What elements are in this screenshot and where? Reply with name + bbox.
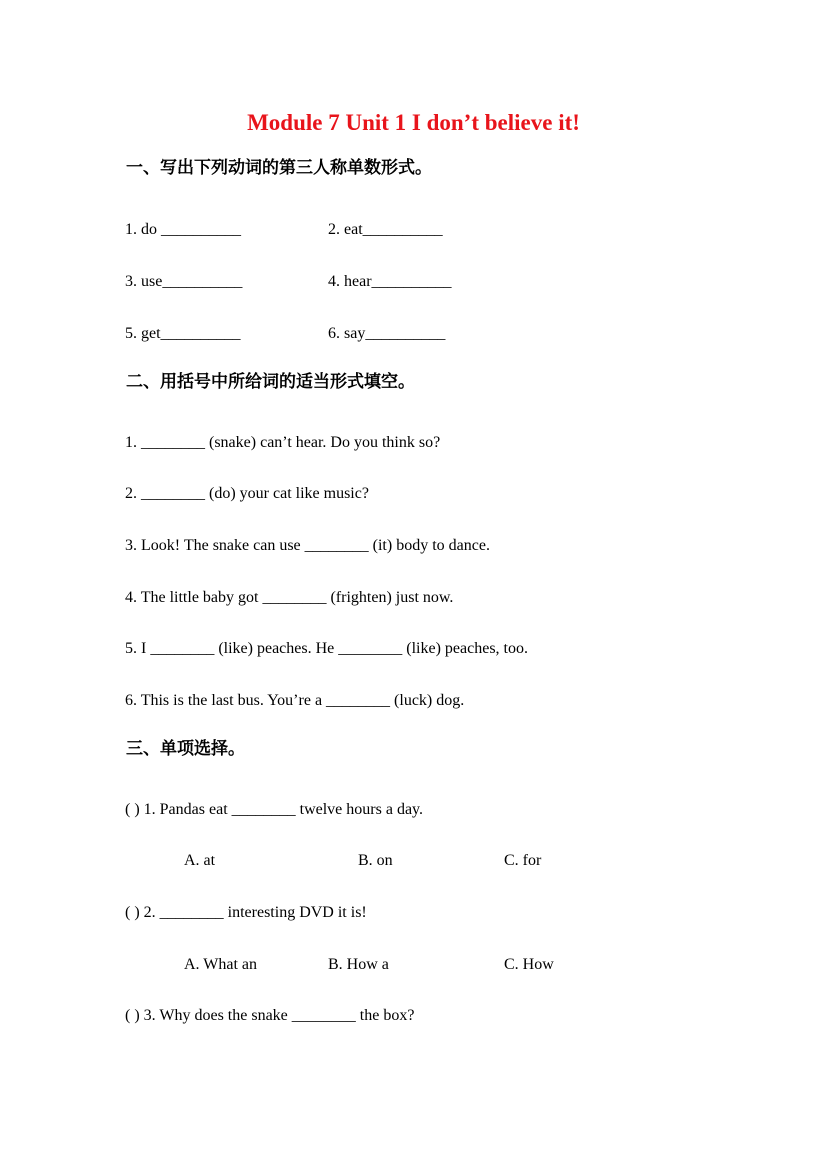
section-1-item-2: 2. eat__________ [328, 221, 443, 238]
question-3-stem: ( ) 3. Why does the snake ________ the box? [125, 1007, 415, 1024]
section-2-item-3: 3. Look! The snake can use ________ (it) body to dance. [125, 537, 490, 554]
section-2-item-2: 2. ________ (do) your cat like music? [125, 485, 369, 502]
question-1-option-b: B. on [358, 852, 393, 869]
question-1-stem: ( ) 1. Pandas eat ________ twelve hours a day. [125, 801, 423, 818]
section-2-heading: 二、用括号中所给词的适当形式填空。 [126, 372, 415, 392]
question-2-option-c: C. How [504, 956, 554, 973]
section-2-item-1: 1. ________ (snake) can’t hear. Do you think so? [125, 434, 441, 451]
section-1-item-6: 6. say__________ [328, 325, 446, 342]
question-1-option-a: A. at [184, 852, 216, 869]
section-3-heading: 三、单项选择。 [126, 739, 245, 759]
section-1-item-5: 5. get__________ [125, 325, 241, 342]
section-2-item-6: 6. This is the last bus. You’re a ________ (luck) dog. [125, 692, 465, 709]
section-1-item-3: 3. use__________ [125, 273, 243, 290]
question-1-option-c: C. for [504, 852, 542, 869]
question-2-stem: ( ) 2. ________ interesting DVD it is! [125, 904, 367, 921]
question-2-option-a: A. What an [184, 956, 258, 973]
section-2-item-5: 5. I ________ (like) peaches. He ________ (like) peaches, too. [125, 640, 528, 657]
section-1-item-4: 4. hear__________ [328, 273, 452, 290]
question-2-option-b: B. How a [328, 956, 389, 973]
page-title: Module 7 Unit 1 I don’t believe it! [247, 110, 580, 135]
section-1-heading: 一、写出下列动词的第三人称单数形式。 [126, 158, 432, 178]
section-2-item-4: 4. The little baby got ________ (frighten) just now. [125, 589, 454, 606]
section-1-item-1: 1. do __________ [125, 221, 241, 238]
